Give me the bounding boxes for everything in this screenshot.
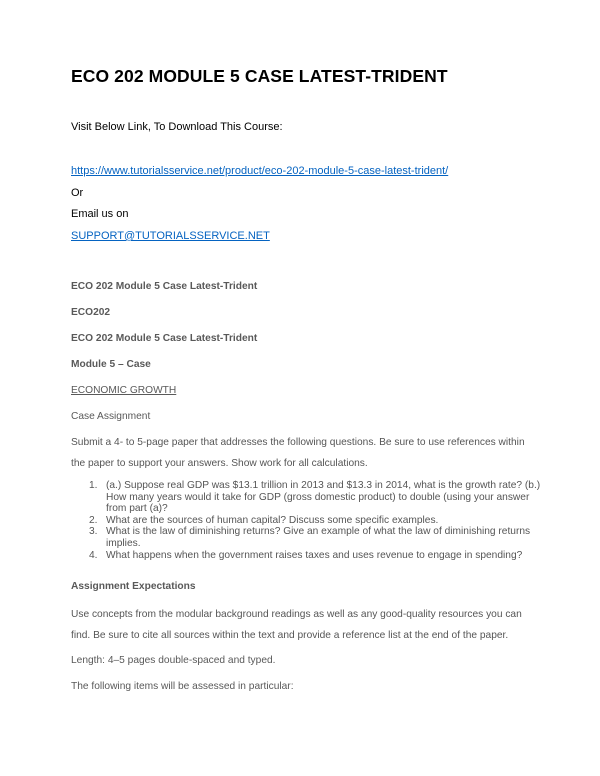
list-item: 3. What is the law of diminishing returns? Give an example of what the law of diminishing returns implies.	[89, 526, 531, 549]
case-heading-repeat: ECO 202 Module 5 Case Latest-Trident	[71, 333, 258, 344]
email-instruction: Email us on	[71, 208, 129, 220]
course-link[interactable]: https://www.tutorialsservice.net/product/eco-202-module-5-case-latest-trident/	[71, 165, 449, 177]
questions-list	[71, 480, 541, 561]
case-assignment-label: Case Assignment	[71, 411, 151, 422]
expectations-heading: Assignment Expectations	[71, 581, 196, 592]
economic-growth-link[interactable]: ECONOMIC GROWTH	[71, 385, 177, 396]
list-item: 4. What happens when the government raises taxes and uses revenue to engage in spending?	[89, 549, 523, 561]
support-email-link[interactable]: SUPPORT@TUTORIALSSERVICE.NET	[71, 230, 270, 242]
module-heading: Module 5 – Case	[71, 359, 151, 370]
course-code-heading: ECO202	[71, 307, 111, 318]
intro-paragraph: Submit a 4- to 5-page paper that addresses the following questions. Be sure to use references within the paper to support your answers. Show work for all calculations.	[71, 437, 525, 469]
expectations-paragraph: Use concepts from the modular background readings as well as any good-quality resources you can find. Be sure to cite all sources within the text and provide a reference list at the end of the paper.	[71, 609, 522, 641]
or-text: Or	[71, 187, 84, 199]
visit-instruction: Visit Below Link, To Download This Course:	[71, 121, 283, 133]
document-title: ECO 202 MODULE 5 CASE LATEST-TRIDENT	[71, 66, 448, 86]
assessed-text: The following items will be assessed in particular:	[71, 681, 294, 692]
length-text: Length: 4–5 pages double-spaced and typed.	[71, 655, 276, 666]
list-item: 2. What are the sources of human capital? Discuss some specific examples.	[89, 514, 439, 526]
list-item: 1. (a.) Suppose real GDP was $13.1 trillion in 2013 and $13.3 in 2014, what is the growth rate? (b.) How many years would it take for GDP (gross domestic product) to double (using your answer from part (a)?	[89, 480, 541, 515]
case-heading: ECO 202 Module 5 Case Latest-Trident	[71, 281, 258, 292]
